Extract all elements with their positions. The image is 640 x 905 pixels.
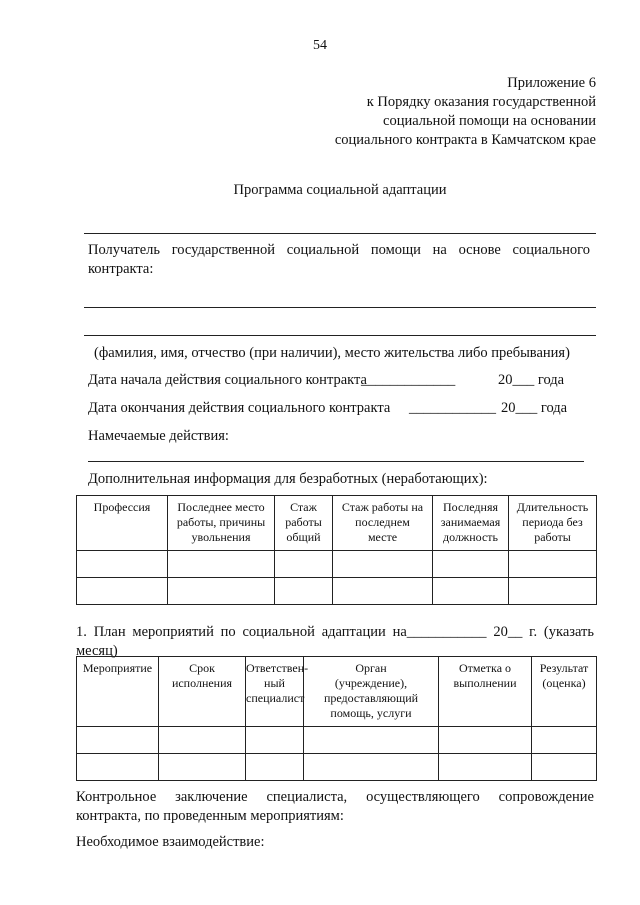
end-date-blank: ____________: [409, 400, 496, 416]
recipient-fill-line-2: [84, 335, 596, 336]
header-cell-responsible: [246, 657, 309, 727]
appendix-line-3: социальной помощи на основании: [383, 113, 596, 129]
table-header-row: [77, 657, 597, 727]
interaction-label: Необходимое взаимодействие:: [76, 834, 265, 850]
page-number: 54: [313, 38, 327, 53]
header-text: Отметка о: [458, 661, 512, 675]
table-cell[interactable]: [333, 578, 433, 605]
table-cell[interactable]: [159, 754, 246, 781]
table-cell[interactable]: [77, 727, 159, 754]
header-text: увольнения: [191, 530, 251, 544]
end-date-label: Дата окончания действия социального контракта: [88, 400, 391, 416]
header-text: Последнее место: [177, 500, 265, 514]
name-caption: (фамилия, имя, отчество (при наличии), место жительства либо пребывания): [94, 345, 570, 361]
header-text: Результат: [539, 661, 589, 675]
recipient-paragraph: [88, 241, 590, 279]
start-date-year: 20___ года: [498, 372, 565, 388]
table-cell[interactable]: [333, 551, 433, 578]
header-text: периода без: [522, 515, 583, 529]
table-cell[interactable]: [532, 754, 597, 781]
header-text: (оценка): [542, 676, 586, 690]
planned-actions-line: [88, 461, 584, 462]
header-cell-agency: [304, 657, 439, 727]
table-cell[interactable]: [275, 551, 333, 578]
header-text: (учреждение),: [334, 676, 408, 690]
header-text: последнем: [355, 515, 410, 529]
end-date-year: 20___ года: [501, 400, 568, 416]
table-cell[interactable]: [439, 727, 532, 754]
header-cell-total-experience: [275, 496, 333, 551]
header-cell-profession: [77, 496, 168, 551]
header-text: Последняя: [442, 500, 498, 514]
table-cell[interactable]: [439, 754, 532, 781]
table-row: [77, 551, 597, 578]
header-text: исполнения: [171, 676, 233, 690]
header-text: выполнении: [453, 676, 517, 690]
table-row: [77, 727, 597, 754]
control-line-2: контракта, по проведенным мероприятиям:: [76, 808, 344, 824]
table-cell[interactable]: [246, 727, 304, 754]
table-cell[interactable]: [532, 727, 597, 754]
unemployed-info-label: Дополнительная информация для безработных (неработающих):: [88, 471, 488, 487]
table-header-row: [77, 496, 597, 551]
recipient-line-1: Получатель государственной социальной помощи на основе социального: [88, 242, 590, 258]
header-text: Ответствен-: [246, 661, 309, 675]
table-cell[interactable]: [433, 551, 509, 578]
header-text: Стаж работы на: [341, 500, 424, 514]
recipient-line-2: контракта:: [88, 261, 154, 277]
table-cell[interactable]: [168, 551, 275, 578]
start-date-blank: _____________: [361, 372, 456, 388]
recipient-fill-line-1: [84, 307, 596, 308]
header-text: работы: [285, 515, 322, 529]
header-text: Орган: [355, 661, 387, 675]
control-line-1: Контрольное заключение специалиста, осуществляющего сопровождение: [76, 789, 594, 805]
table-cell[interactable]: [77, 754, 159, 781]
header-cell-unemployment-duration: [509, 496, 597, 551]
header-text: предоставляющий: [323, 691, 419, 705]
adaptation-plan-table: [76, 656, 597, 781]
document-title: Программа социальной адаптации: [233, 182, 447, 198]
header-text: Профессия: [93, 500, 151, 514]
header-text: работы, причины: [176, 515, 266, 529]
table-cell[interactable]: [77, 578, 168, 605]
header-text: занимаемая: [440, 515, 501, 529]
header-cell-last-job: [168, 496, 275, 551]
header-text: общий: [286, 530, 321, 544]
header-cell-deadline: [159, 657, 246, 727]
appendix-line-4: социального контракта в Камчатском крае: [334, 132, 596, 148]
table-row: [77, 578, 597, 605]
header-cell-activity: [77, 657, 159, 727]
top-rule: [84, 233, 596, 234]
table-cell[interactable]: [509, 578, 597, 605]
header-text: работы: [534, 530, 571, 544]
header-text: Мероприятие: [82, 661, 153, 675]
table-cell[interactable]: [509, 551, 597, 578]
table-row: [77, 754, 597, 781]
table-cell[interactable]: [304, 754, 439, 781]
start-date-label: Дата начала действия социального контракта: [88, 372, 367, 388]
header-text: месте: [367, 530, 398, 544]
header-cell-last-place-experience: [333, 496, 433, 551]
header-cell-last-position: [433, 496, 509, 551]
header-text: помощь, услуги: [330, 706, 412, 720]
header-text: Длительность: [516, 500, 589, 514]
table-cell[interactable]: [433, 578, 509, 605]
appendix-line-1: Приложение 6: [507, 75, 596, 91]
plan-line-1: 1. План мероприятий по социальной адаптации на___________ 20__ г. (указать: [76, 624, 594, 640]
control-conclusion: [76, 788, 594, 826]
table-cell[interactable]: [246, 754, 304, 781]
header-text: ный: [264, 676, 285, 690]
appendix-heading: [276, 74, 596, 150]
table-cell[interactable]: [168, 578, 275, 605]
header-text: Срок: [189, 661, 215, 675]
table-cell[interactable]: [275, 578, 333, 605]
header-text: Стаж: [290, 500, 317, 514]
table-cell[interactable]: [159, 727, 246, 754]
header-cell-result: [532, 657, 597, 727]
appendix-line-2: к Порядку оказания государственной: [366, 94, 596, 110]
table-cell[interactable]: [77, 551, 168, 578]
header-cell-completion-mark: [439, 657, 532, 727]
table-cell[interactable]: [304, 727, 439, 754]
header-text: должность: [443, 530, 498, 544]
header-text: специалист: [246, 691, 305, 705]
unemployed-info-table: [76, 495, 597, 605]
planned-actions-label: Намечаемые действия:: [88, 428, 229, 444]
plan-line-2: месяц): [76, 643, 118, 659]
